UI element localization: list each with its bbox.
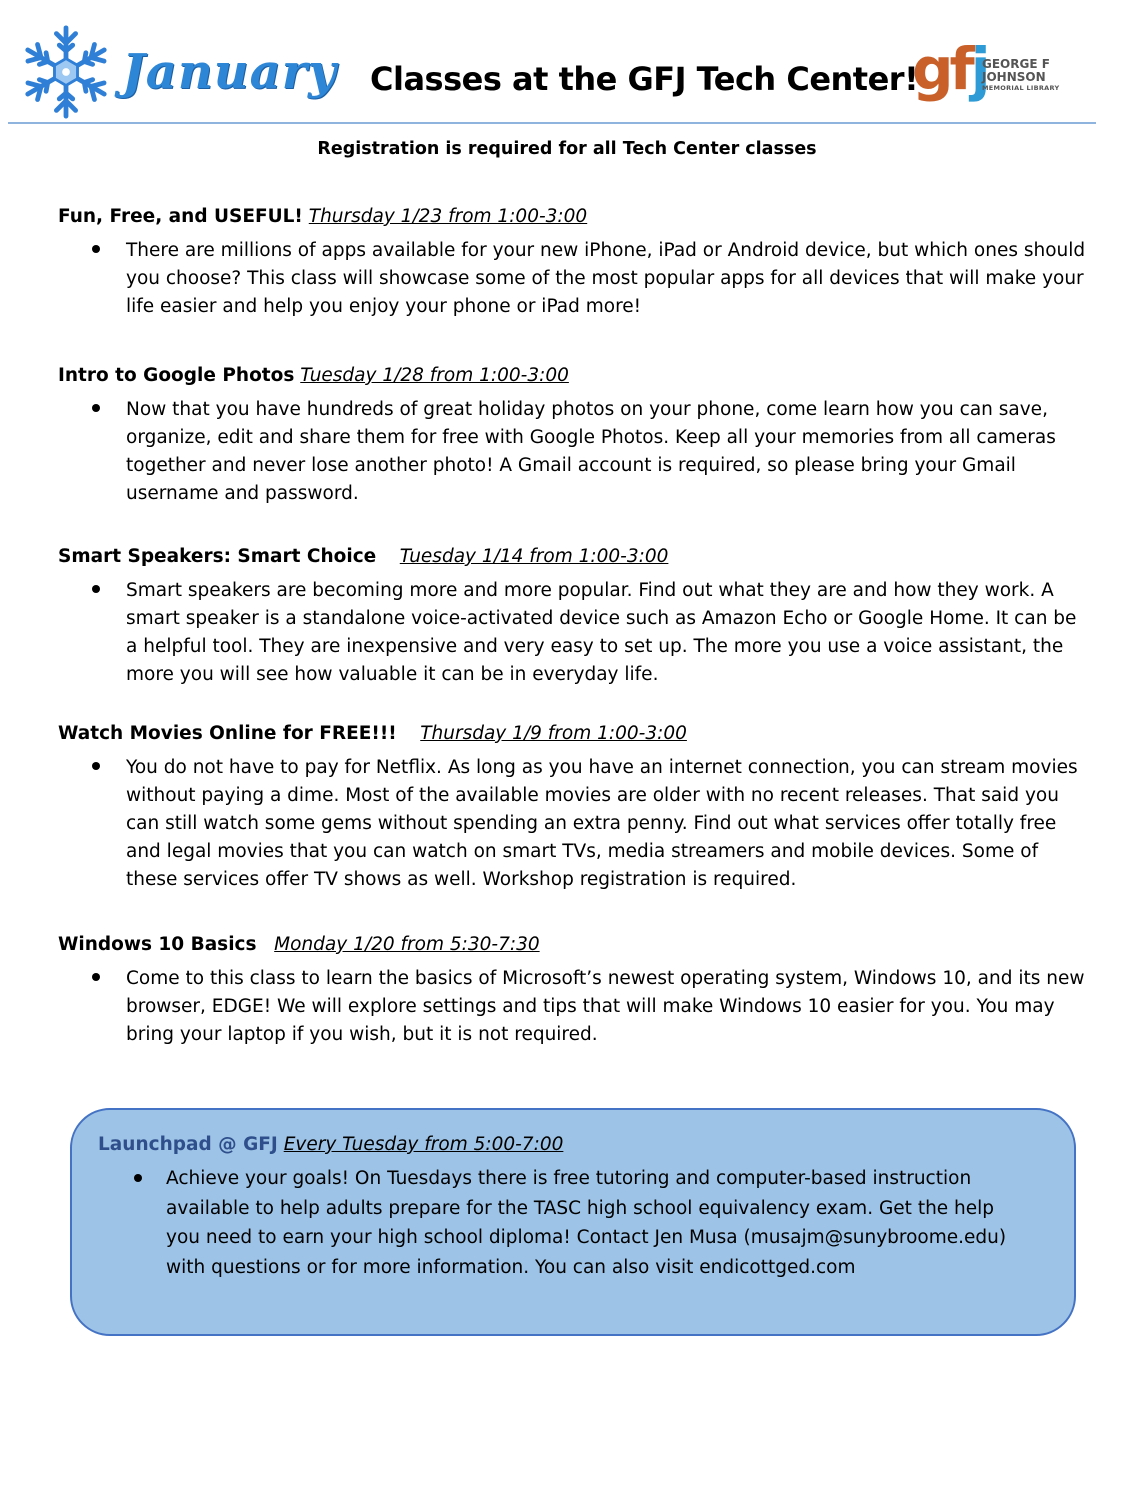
class-description: There are millions of apps available for your new iPhone, iPad or Android device, but which ones should you choose? This class will showcase some of the most popular apps for all devices that will make your life easier and help you enjoy your phone or iPad more! (126, 240, 1086, 317)
launchpad-callout (70, 1108, 1076, 1336)
launchpad-date: Every Tuesday from 5:00-7:00 (283, 1134, 564, 1155)
class-section (58, 363, 1088, 508)
logo-letters: gfj (912, 35, 987, 103)
logo-line-3: MEMORIAL LIBRARY (982, 84, 1060, 92)
class-heading (58, 721, 1088, 747)
page-title: Classes at the GFJ Tech Center! (370, 60, 919, 98)
class-title: Intro to Google Photos (58, 365, 295, 386)
bullet-icon (134, 1174, 142, 1182)
class-date: Monday 1/20 from 5:30-7:30 (274, 934, 540, 955)
class-description: Smart speakers are becoming more and more popular. Find out what they are and how they work. A smart speaker is a standalone voice-activated device such as Amazon Echo or Google Home. It can be a helpful tool. They are inexpensive and very easy to set up. The more you use a voice assistant, the more you will see how valuable it can be in everyday life. (126, 580, 1077, 685)
page-header (0, 0, 1134, 130)
class-heading (58, 544, 1088, 570)
launchpad-heading (98, 1132, 563, 1158)
bullet-icon (92, 762, 100, 770)
class-date: Thursday 1/23 from 1:00-3:00 (308, 206, 588, 227)
bullet-icon (92, 245, 100, 253)
class-bullet (58, 577, 1088, 689)
launchpad-bullet (98, 1164, 1028, 1282)
class-date: Tuesday 1/14 from 1:00-3:00 (399, 546, 669, 567)
class-title: Windows 10 Basics (58, 934, 257, 955)
class-section (58, 204, 1088, 321)
class-bullet (58, 237, 1088, 321)
logo-line-2: JOHNSON (982, 70, 1046, 84)
class-bullet (58, 396, 1088, 508)
bullet-icon (92, 404, 100, 412)
class-section (58, 932, 1088, 1049)
class-heading (58, 363, 1088, 389)
class-section (58, 544, 1088, 689)
class-bullet (58, 965, 1088, 1049)
logo-text (982, 58, 1059, 93)
bullet-icon (92, 973, 100, 981)
month-heading: January (122, 44, 337, 100)
bullet-icon (92, 585, 100, 593)
registration-note: Registration is required for all Tech Center classes (317, 139, 817, 159)
header-divider (8, 122, 1096, 124)
class-date: Thursday 1/9 from 1:00-3:00 (420, 723, 687, 744)
class-description: Now that you have hundreds of great holiday photos on your phone, come learn how you can save, organize, edit and share them for free with Google Photos. Keep all your memories from all cameras together and never lose another photo! A Gmail account is required, so please bring your Gmail username and password. (126, 399, 1056, 504)
class-heading (58, 204, 1088, 230)
library-logo (912, 35, 1072, 110)
logo-line-1: GEORGE F (982, 57, 1050, 71)
class-title: Smart Speakers: Smart Choice (58, 546, 377, 567)
class-description: You do not have to pay for Netflix. As long as you have an internet connection, you can stream movies without paying a dime. Most of the available movies are older with no recent releases. That said you can still watch some gems without spending an extra penny. Find out what services offer totally free and legal movies that you can watch on smart TVs, media streamers and mobile devices. Some of these services offer TV shows as well. Workshop registration is required. (126, 757, 1078, 890)
class-title: Fun, Free, and USEFUL! (58, 206, 303, 227)
class-heading (58, 932, 1088, 958)
class-description: Come to this class to learn the basics of Microsoft’s newest operating system, Windows 10, and its new browser, EDGE! We will explore settings and tips that will make Windows 10 easier for you. You may bring your laptop if you wish, but it is not required. (126, 968, 1085, 1045)
launchpad-description: Achieve your goals! On Tuesdays there is free tutoring and computer-based instruction available to help adults prepare for the TASC high school equivalency exam. Get the help you need to earn your high school diploma! Contact Jen Musa (musajm@sunybroome.edu) with questions or for more information. You can also visit endicottged.com (166, 1168, 1007, 1278)
class-bullet (58, 754, 1088, 894)
launchpad-title: Launchpad @ GFJ (98, 1134, 278, 1155)
class-title: Watch Movies Online for FREE!!! (58, 723, 397, 744)
snowflake-icon (18, 20, 114, 124)
class-date: Tuesday 1/28 from 1:00-3:00 (300, 365, 569, 386)
class-section (58, 721, 1088, 894)
